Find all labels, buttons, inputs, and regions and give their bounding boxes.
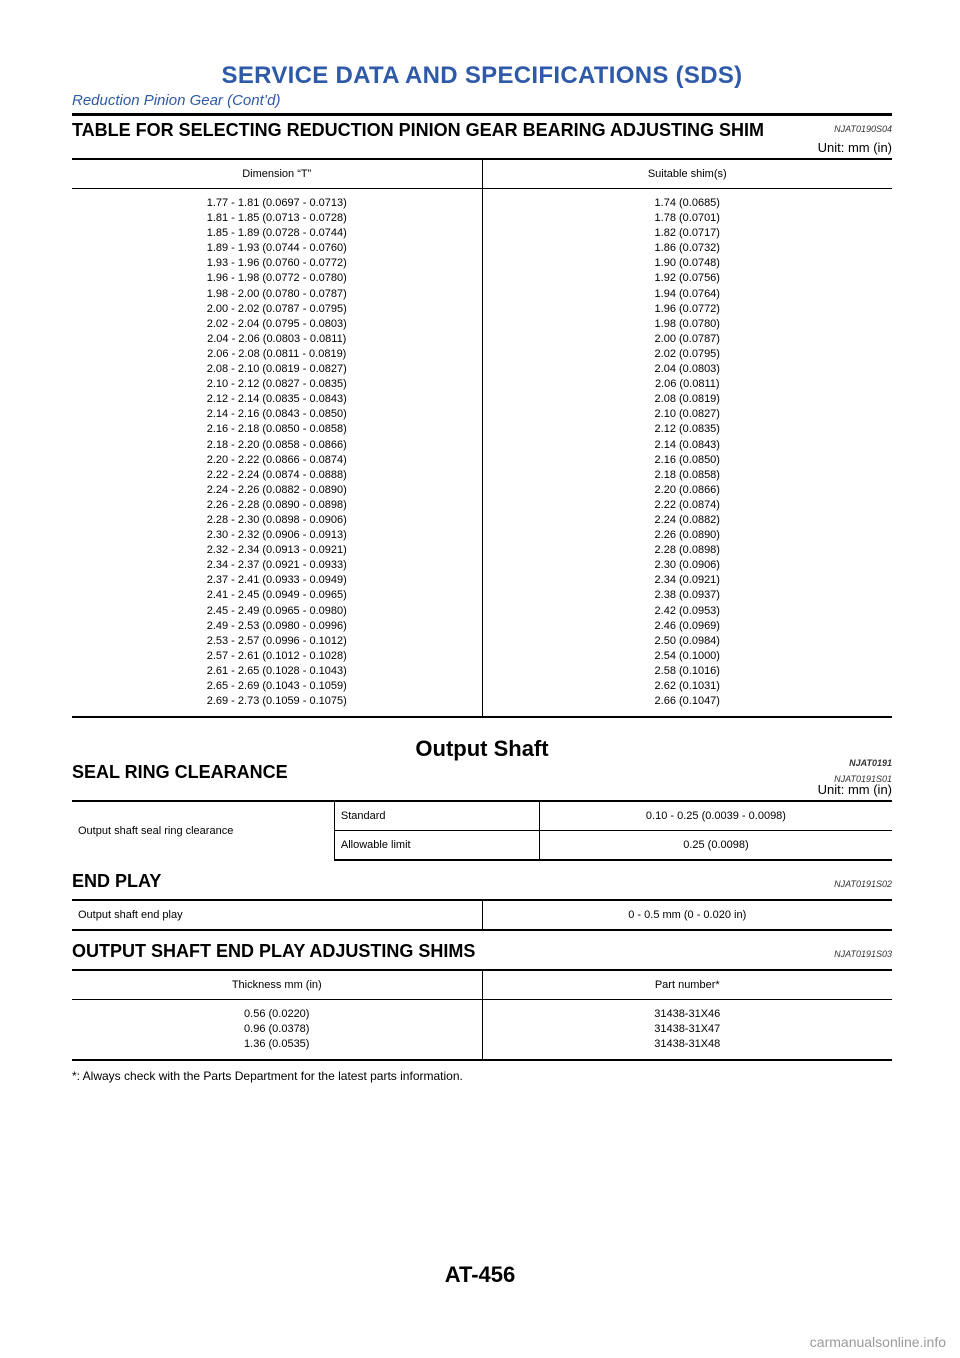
end-play-value: 0 - 0.5 mm (0 - 0.020 in) — [482, 900, 892, 930]
table-row — [72, 189, 892, 718]
column-header-thickness: Thickness mm (in) — [72, 970, 482, 1000]
shim-value: 2.18 (0.0858) — [654, 468, 720, 481]
shim-value: 2.02 (0.0795) — [654, 347, 720, 360]
end-play-shims-heading — [72, 941, 892, 961]
dimension-value: 2.45 - 2.49 (0.0965 - 0.0980) — [206, 604, 347, 617]
footnote: *: Always check with the Parts Department for the latest parts information. — [72, 1069, 463, 1084]
dimension-value: 2.06 - 2.08 (0.0811 - 0.0819) — [207, 347, 347, 360]
shim-table-ref: NJAT0190S04 — [834, 124, 892, 134]
shim-value: 2.66 (0.1047) — [654, 695, 720, 708]
shim-selection-table — [72, 158, 892, 718]
output-shaft-title: Output Shaft — [415, 736, 549, 762]
dimension-value: 2.61 - 2.65 (0.1028 - 0.1043) — [206, 664, 347, 677]
dimension-value: 2.18 - 2.20 (0.0858 - 0.0866) — [206, 438, 347, 451]
shim-value: 1.78 (0.0701) — [654, 212, 720, 225]
dimension-value: 2.69 - 2.73 (0.1059 - 0.1075) — [206, 695, 347, 708]
seal-ring-ref: NJAT0191S01 — [834, 774, 892, 785]
page-content — [72, 120, 892, 1083]
dimension-value: 2.02 - 2.04 (0.0795 - 0.0803) — [206, 317, 347, 330]
part-number-values — [482, 1000, 892, 1061]
output-shaft-heading — [72, 736, 892, 769]
table-header-row — [72, 970, 892, 1000]
end-play-title: END PLAY — [72, 871, 162, 892]
dimension-value: 1.85 - 1.89 (0.0728 - 0.0744) — [206, 227, 347, 240]
thickness-value: 0.56 (0.0220) — [244, 1008, 310, 1021]
page-header — [72, 62, 892, 110]
thickness-value: 1.36 (0.0535) — [244, 1038, 310, 1051]
seal-ring-title: SEAL RING CLEARANCE — [72, 762, 288, 783]
end-play-shims-ref: NJAT0191S03 — [834, 949, 892, 960]
dimension-value: 2.49 - 2.53 (0.0980 - 0.0996) — [206, 619, 347, 632]
part-number-value: 31438-31X48 — [654, 1038, 721, 1051]
shim-value: 2.24 (0.0882) — [654, 513, 720, 526]
shim-value: 2.06 (0.0811) — [654, 378, 720, 391]
page-number: AT-456 — [444, 1262, 516, 1287]
dimension-value: 2.37 - 2.41 (0.0933 - 0.0949) — [206, 574, 347, 587]
dimension-value: 2.65 - 2.69 (0.1043 - 0.1059) — [206, 680, 347, 692]
output-shaft-ref: NJAT0191 — [849, 758, 892, 769]
dimension-value: 1.81 - 1.85 (0.0713 - 0.0728) — [206, 212, 347, 225]
dimension-value: 2.12 - 2.14 (0.0835 - 0.0843) — [206, 393, 347, 406]
dimension-value: 2.57 - 2.61 (0.1012 - 0.1028) — [206, 649, 347, 662]
end-play-label: Output shaft end play — [72, 900, 482, 930]
dimension-value: 2.08 - 2.10 (0.0819 - 0.0827) — [206, 363, 347, 376]
table-row — [72, 900, 892, 930]
shim-value: 1.92 (0.0756) — [654, 272, 720, 285]
table-row — [72, 1000, 892, 1061]
dimension-values — [72, 189, 482, 718]
dimension-value: 2.53 - 2.57 (0.0996 - 0.1012) — [206, 634, 347, 647]
seal-ring-label: Output shaft seal ring clearance — [72, 801, 334, 860]
dimension-value: 2.22 - 2.24 (0.0874 - 0.0888) — [206, 468, 347, 481]
table-header-row — [72, 159, 892, 189]
shim-value: 2.16 (0.0850) — [654, 453, 720, 466]
dimension-value: 2.32 - 2.34 (0.0913 - 0.0921) — [206, 544, 347, 557]
dimension-value: 2.14 - 2.16 (0.0843 - 0.0850) — [206, 408, 347, 421]
dimension-value: 1.77 - 1.81 (0.0697 - 0.0713) — [206, 197, 347, 209]
shim-table-heading — [72, 120, 892, 140]
shim-value: 2.34 (0.0921) — [654, 574, 720, 587]
dimension-value: 2.20 - 2.22 (0.0866 - 0.0874) — [206, 453, 347, 466]
dimension-value: 2.24 - 2.26 (0.0882 - 0.0890) — [206, 483, 347, 496]
shim-value: 1.74 (0.0685) — [654, 197, 720, 209]
end-play-shims-table — [72, 969, 892, 1061]
standard-value: 0.10 - 0.25 (0.0039 - 0.0098) — [539, 801, 892, 831]
shim-value: 2.38 (0.0937) — [654, 589, 720, 602]
shim-value: 1.86 (0.0732) — [654, 242, 720, 255]
shim-value: 2.12 (0.0835) — [654, 423, 720, 436]
column-header-shim: Suitable shim(s) — [482, 159, 892, 189]
end-play-shims-title: OUTPUT SHAFT END PLAY ADJUSTING SHIMS — [72, 941, 476, 962]
page-subtitle: Reduction Pinion Gear (Cont’d) — [72, 92, 281, 109]
shim-value: 1.94 (0.0764) — [654, 287, 720, 300]
limit-label: Allowable limit — [334, 831, 539, 861]
shim-value: 1.90 (0.0748) — [654, 257, 720, 270]
shim-value: 2.28 (0.0898) — [654, 544, 720, 557]
page-title: SERVICE DATA AND SPECIFICATIONS (SDS) — [221, 62, 743, 89]
shim-value: 2.10 (0.0827) — [654, 408, 720, 421]
dimension-value: 1.89 - 1.93 (0.0744 - 0.0760) — [206, 242, 347, 255]
column-header-dimension: Dimension “T” — [72, 159, 482, 189]
shim-table-title: TABLE FOR SELECTING REDUCTION PINION GEAR BEARING ADJUSTING SHIM — [72, 120, 765, 140]
shim-value: 2.54 (0.1000) — [654, 649, 720, 662]
column-header-part-number: Part number* — [482, 970, 892, 1000]
end-play-ref: NJAT0191S02 — [834, 879, 892, 890]
shim-value: 2.62 (0.1031) — [654, 680, 720, 692]
dimension-value: 2.10 - 2.12 (0.0827 - 0.0835) — [206, 378, 347, 391]
shim-value: 1.98 (0.0780) — [654, 317, 720, 330]
end-play-table — [72, 899, 892, 931]
shim-value: 2.14 (0.0843) — [654, 438, 720, 451]
shim-value: 2.20 (0.0866) — [654, 483, 720, 496]
part-number-value: 31438-31X47 — [654, 1023, 721, 1036]
shim-value: 2.46 (0.0969) — [654, 619, 720, 632]
dimension-value: 2.16 - 2.18 (0.0850 - 0.0858) — [206, 423, 347, 436]
dimension-value: 1.93 - 1.96 (0.0760 - 0.0772) — [206, 257, 347, 270]
dimension-value: 2.04 - 2.06 (0.0803 - 0.0811) — [207, 332, 347, 345]
shim-table-unit: Unit: mm (in) — [817, 140, 892, 155]
shim-value: 2.08 (0.0819) — [654, 393, 720, 406]
part-number-value: 31438-31X46 — [654, 1008, 721, 1021]
shim-value: 2.26 (0.0890) — [654, 529, 720, 542]
shim-value: 2.42 (0.0953) — [654, 604, 720, 617]
shim-value: 2.00 (0.0787) — [654, 332, 720, 345]
shim-value: 1.82 (0.0717) — [654, 227, 720, 240]
dimension-value: 1.96 - 1.98 (0.0772 - 0.0780) — [206, 272, 347, 285]
shim-value: 2.58 (0.1016) — [654, 664, 720, 677]
thickness-value: 0.96 (0.0378) — [244, 1023, 310, 1036]
dimension-value: 2.34 - 2.37 (0.0921 - 0.0933) — [206, 559, 347, 572]
watermark: carmanualsonline.info — [809, 1334, 946, 1350]
standard-label: Standard — [334, 801, 539, 831]
dimension-value: 2.28 - 2.30 (0.0898 - 0.0906) — [206, 513, 347, 526]
dimension-value: 2.30 - 2.32 (0.0906 - 0.0913) — [206, 529, 347, 542]
dimension-value: 2.41 - 2.45 (0.0949 - 0.0965) — [206, 589, 347, 602]
limit-value: 0.25 (0.0098) — [539, 831, 892, 861]
shim-value: 2.30 (0.0906) — [654, 559, 720, 572]
header-rule — [72, 113, 892, 116]
shim-value: 1.96 (0.0772) — [654, 302, 720, 315]
dimension-value: 2.00 - 2.02 (0.0787 - 0.0795) — [206, 302, 347, 315]
dimension-value: 2.26 - 2.28 (0.0890 - 0.0898) — [206, 498, 347, 511]
end-play-heading — [72, 871, 892, 891]
shim-value: 2.22 (0.0874) — [654, 498, 720, 511]
shim-values — [482, 189, 892, 718]
thickness-values — [72, 1000, 482, 1061]
dimension-value: 1.98 - 2.00 (0.0780 - 0.0787) — [206, 287, 347, 300]
shim-value: 2.04 (0.0803) — [654, 363, 720, 376]
seal-ring-heading — [72, 762, 892, 785]
table-row — [72, 801, 892, 831]
shim-value: 2.50 (0.0984) — [654, 634, 720, 647]
seal-ring-unit: Unit: mm (in) — [817, 782, 892, 798]
seal-ring-table — [72, 800, 892, 861]
